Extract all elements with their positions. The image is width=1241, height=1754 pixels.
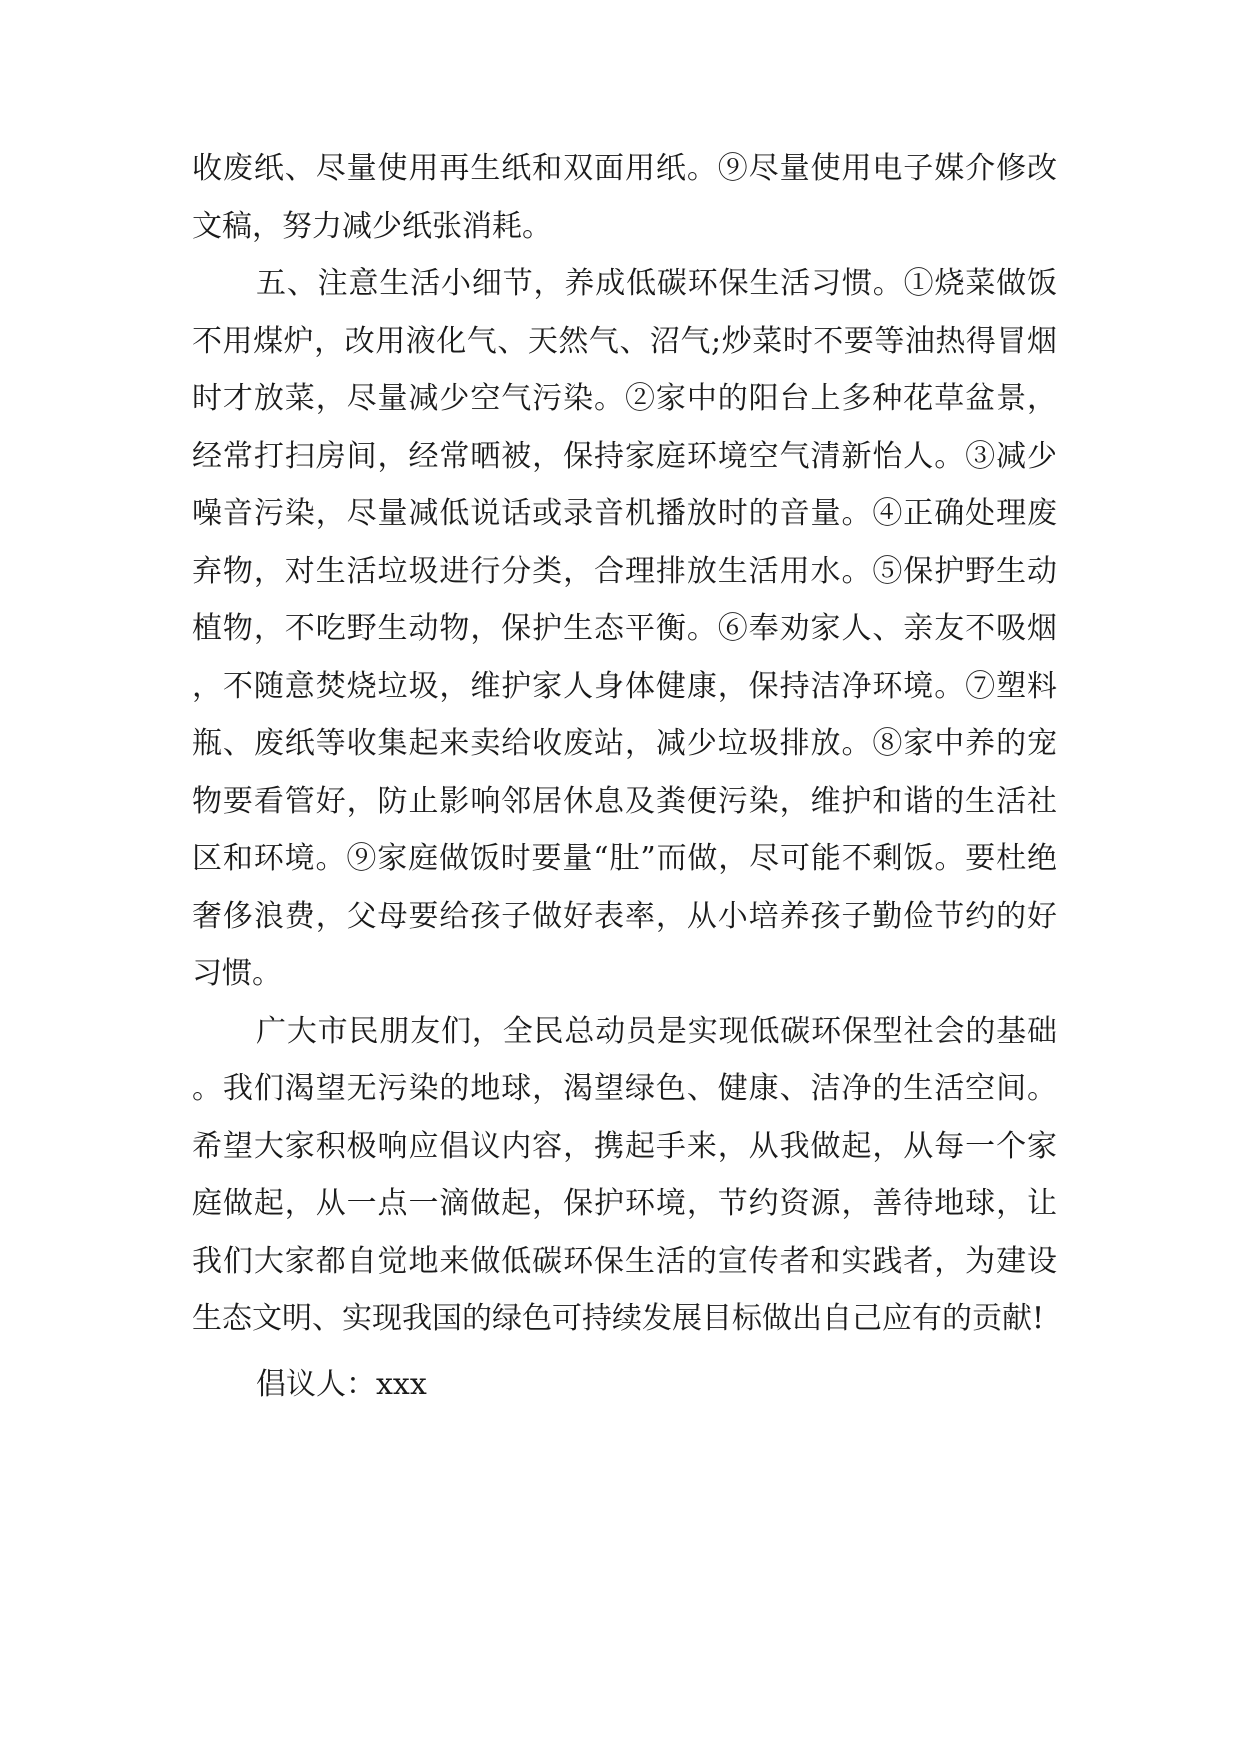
paragraph-continuation: 收废纸、尽量使用再生纸和双面用纸。⑨尽量使用电子媒介修改文稿，努力减少纸张消耗。 — [192, 151, 1057, 244]
document-page — [192, 140, 1057, 1413]
paragraph-section-five: 五、注意生活小细节，养成低碳环保生活习惯。①烧菜做饭不用煤炉，改用液化气、天然气、沼气;炒菜时不要等油热得冒烟时才放菜，尽量减少空气污染。②家中的阳台上多种花草盆景，经常打扫房间，经常晒被，保持家庭环境空气清新怡人。③减少噪音污染，尽量减低说话或录音机播放时的音量。④正确处理废弃物，对生活垃圾进行分类，合理排放生活用水。⑤保护野生动植物，不吃野生动物，保护生态平衡。⑥奉劝家人、亲友不吸烟，不随意焚烧垃圾，维护家人身体健康，保持洁净环境。⑦塑料瓶、废纸等收集起来卖给收废站，减少垃圾排放。⑧家中养的宠物要看管好，防止影响邻居休息及粪便污染，维护和谐的生活社区和环境。⑨家庭做饭时要量“肚”而做，尽可能不剩饭。要杜绝奢侈浪费，父母要给孩子做好表率，从小培养孩子勤俭节约的好习惯。 — [192, 266, 1057, 991]
paragraph-closing-appeal: 广大市民朋友们，全民总动员是实现低碳环保型社会的基础。我们渴望无污染的地球，渴望绿色、健康、洁净的生活空间。希望大家积极响应倡议内容，携起手来，从我做起，从每一个家庭做起，从一点一滴做起，保护环境，节约资源，善待地球，让我们大家都自觉地来做低碳环保生活的宣传者和实践者，为建设生态文明、实现我国的绿色可持续发展目标做出自己应有的贡献! — [192, 1013, 1057, 1336]
signature-line: 倡议人：xxx — [256, 1366, 427, 1402]
